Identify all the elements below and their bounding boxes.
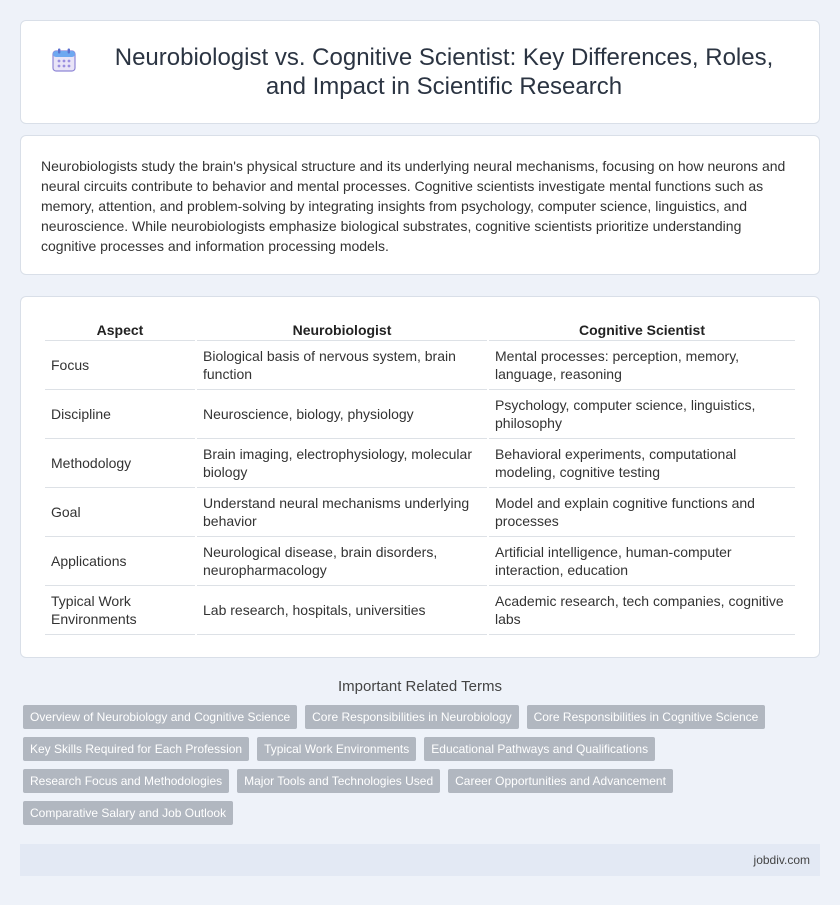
header-neurobiologist: Neurobiologist: [197, 317, 487, 341]
cell-cognitive-scientist: Model and explain cognitive functions and processes: [489, 488, 795, 537]
cell-neurobiologist: Understand neural mechanisms underlying behavior: [197, 488, 487, 537]
related-terms-title: Important Related Terms: [338, 678, 502, 695]
cell-aspect: Methodology: [45, 439, 195, 488]
cell-aspect: Discipline: [45, 390, 195, 439]
comparison-table: [43, 317, 797, 635]
cell-neurobiologist: Neurological disease, brain disorders, neuropharmacology: [197, 537, 487, 586]
tag-link[interactable]: Overview of Neurobiology and Cognitive Science: [23, 705, 297, 729]
cell-neurobiologist: Brain imaging, electrophysiology, molecular biology: [197, 439, 487, 488]
table-row: [45, 390, 795, 439]
footer: [20, 844, 820, 876]
tag-link[interactable]: Key Skills Required for Each Profession: [23, 737, 249, 761]
tag-link[interactable]: Research Focus and Methodologies: [23, 769, 229, 793]
cell-aspect: Focus: [45, 341, 195, 390]
tag-link[interactable]: Typical Work Environments: [257, 737, 416, 761]
tag-link[interactable]: Career Opportunities and Advancement: [448, 769, 673, 793]
table-row: [45, 439, 795, 488]
cell-aspect: Goal: [45, 488, 195, 537]
comparison-table-card: [20, 296, 820, 658]
intro-text: Neurobiologists study the brain's physical structure and its underlying neural mechanisms, focusing on how neurons and neural circuits contribute to behavior and mental processes. Cognitive scientists investigate mental functions such as memory, attention, and problem-solving by integrating insights from psychology, computer science, linguistics, and neuroscience. While neurobiologists emphasize biological substrates, cognitive scientists prioritize understanding cognitive processes and information processing models.: [41, 158, 786, 254]
tag-link[interactable]: Educational Pathways and Qualifications: [424, 737, 655, 761]
cell-neurobiologist: Lab research, hospitals, universities: [197, 586, 487, 635]
cell-cognitive-scientist: Academic research, tech companies, cognitive labs: [489, 586, 795, 635]
tag-link[interactable]: Core Responsibilities in Neurobiology: [305, 705, 518, 729]
table-row: [45, 488, 795, 537]
tag-link[interactable]: Major Tools and Technologies Used: [237, 769, 440, 793]
header-cognitive-scientist: Cognitive Scientist: [489, 317, 795, 341]
page-title: Neurobiologist vs. Cognitive Scientist: Key Differences, Roles, and Impact in Scientific Research: [114, 44, 774, 100]
cell-cognitive-scientist: Mental processes: perception, memory, language, reasoning: [489, 341, 795, 390]
tag-link[interactable]: Core Responsibilities in Cognitive Science: [527, 705, 766, 729]
header: [20, 20, 820, 124]
intro-card: [20, 135, 820, 275]
table-row: [45, 537, 795, 586]
footer-site[interactable]: jobdiv.com: [753, 853, 810, 867]
table-row: [45, 586, 795, 635]
cell-aspect: Typical Work Environments: [45, 586, 195, 635]
cell-cognitive-scientist: Psychology, computer science, linguistics, philosophy: [489, 390, 795, 439]
calendar-icon: [51, 47, 77, 73]
cell-aspect: Applications: [45, 537, 195, 586]
header-aspect: Aspect: [45, 317, 195, 341]
cell-neurobiologist: Biological basis of nervous system, brain function: [197, 341, 487, 390]
cell-cognitive-scientist: Artificial intelligence, human-computer interaction, education: [489, 537, 795, 586]
table-row: [45, 341, 795, 390]
table-header-row: [45, 317, 795, 341]
cell-neurobiologist: Neuroscience, biology, physiology: [197, 390, 487, 439]
header-inner: [51, 43, 789, 101]
tag-link[interactable]: Comparative Salary and Job Outlook: [23, 801, 233, 825]
related-terms-section: [20, 678, 820, 833]
related-terms-tags: [20, 705, 820, 833]
cell-cognitive-scientist: Behavioral experiments, computational modeling, cognitive testing: [489, 439, 795, 488]
